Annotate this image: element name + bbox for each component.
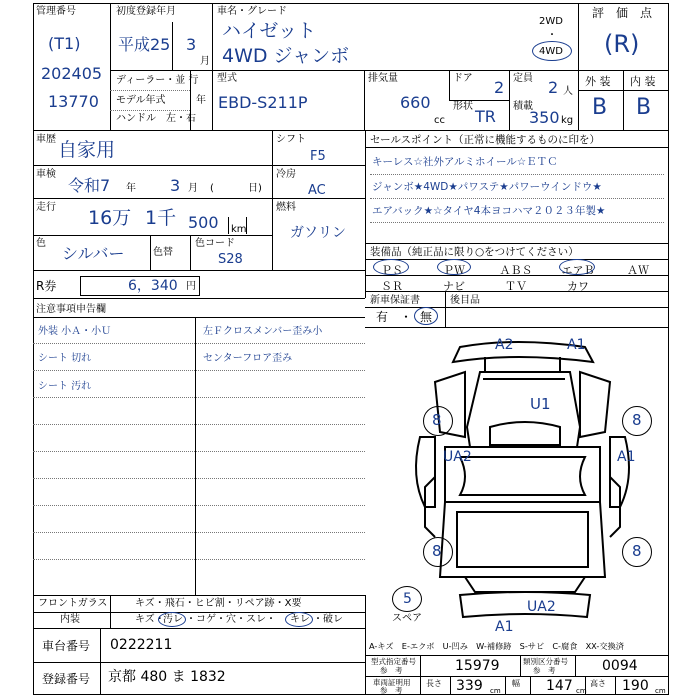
shape-label: 形状 xyxy=(453,101,473,112)
shodo-label: 初度登録年月 xyxy=(116,6,176,17)
model-label: 型式 xyxy=(217,73,237,84)
model-value: EBD-S211P xyxy=(218,93,308,112)
mark-ua2-left: UA2 xyxy=(443,449,472,465)
interior-cut-circle xyxy=(285,612,313,627)
inspection-paren-open: ( xyxy=(210,183,214,194)
len-label: 長さ xyxy=(426,679,442,688)
wid-unit: cm xyxy=(576,687,587,695)
cert-ref: 参 考 xyxy=(380,686,403,695)
ext-label: 外 装 xyxy=(585,75,611,88)
class-num-ref: 参 考 xyxy=(533,666,556,675)
warranty-none: 無 xyxy=(420,310,433,324)
spare-label: スペア xyxy=(392,613,422,624)
interior-b: 汚レ xyxy=(163,614,183,625)
warranty-label: 新車保証書 xyxy=(370,295,420,306)
color-label: 色 xyxy=(36,238,46,249)
disp-label: 排気量 xyxy=(368,73,398,84)
hgt-value: 190 xyxy=(622,678,649,694)
warranty-value: 有 ・ xyxy=(376,310,413,324)
car-grade: 4WD ジャンボ xyxy=(222,45,350,67)
int-label: 内 装 xyxy=(630,75,656,88)
equip-sr: ＳＲ xyxy=(381,280,403,293)
drive-dot: ・ xyxy=(547,30,557,41)
rating-label: 評 価 点 xyxy=(592,6,653,20)
wid-label: 幅 xyxy=(512,679,520,688)
rating-value: (R) xyxy=(604,30,640,58)
interior-stain-circle xyxy=(158,612,186,627)
inspection-paren-close: 日) xyxy=(248,183,262,194)
len-value: 339 xyxy=(456,678,483,694)
sales-line-2: ジャンボ★4WD★パワステ★パワーウインドウ★ xyxy=(372,181,602,193)
interior-c: ・コゲ・穴・スレ・ xyxy=(186,614,276,625)
mark-a1-right: A1 xyxy=(617,449,636,465)
note-3: シート 切れ xyxy=(38,353,92,364)
equip-navi: ナビ xyxy=(443,280,465,293)
interior-e: ・破レ xyxy=(313,614,343,625)
cap-unit: 人 xyxy=(563,86,573,97)
glass-label: フロントガラス xyxy=(38,598,108,609)
mileage-rest: 500 xyxy=(188,213,219,232)
equip-aw: ＡＷ xyxy=(627,264,649,277)
drive-2wd: 2WD xyxy=(539,16,563,27)
load-value: 350 xyxy=(529,108,560,127)
equip-airbag: エアＢ xyxy=(561,264,595,277)
equip-airbag-circle xyxy=(559,259,595,275)
hgt-unit: cm xyxy=(655,687,666,695)
note-4: センターフロア歪み xyxy=(203,353,293,364)
equip-abs: ＡＢＳ xyxy=(499,264,533,277)
load-unit: kg xyxy=(561,115,574,126)
shodo-month: 3 xyxy=(186,35,197,54)
mileage-man: 16万 xyxy=(88,207,132,229)
mark-tire-rr: 8 xyxy=(632,542,642,560)
chassis-value: 0222211 xyxy=(110,637,173,653)
car-name: ハイゼット xyxy=(222,20,317,42)
fuel-label: 燃料 xyxy=(276,202,296,213)
shape-value: TR xyxy=(475,107,496,126)
interior-label: 内装 xyxy=(60,614,80,625)
aircon-value: AC xyxy=(308,183,326,198)
door-label: ドア xyxy=(453,73,473,84)
color-change-label: 色替 xyxy=(153,247,173,258)
model-year-label: モデル年式 xyxy=(116,95,166,106)
drive-4wd-circle xyxy=(532,41,572,61)
mark-u1-roof: U1 xyxy=(530,395,551,413)
inspection-label: 車検 xyxy=(36,169,56,180)
class-num-value: 0094 xyxy=(602,658,638,674)
notes-label: 注意事項申告欄 xyxy=(36,304,106,315)
mark-a1-rear: A1 xyxy=(495,619,514,635)
shift-value: F5 xyxy=(310,149,326,164)
chassis-label: 車台番号 xyxy=(42,639,91,653)
inspection-era: 令和7 xyxy=(68,176,111,195)
mileage-sen: 1千 xyxy=(145,207,177,229)
mark-tire-fl: 8 xyxy=(432,411,442,429)
shodo-era: 平成25 xyxy=(118,35,171,54)
cap-value: 2 xyxy=(548,78,559,97)
reg-label: 登録番号 xyxy=(42,672,91,686)
glass-text: キズ・飛石・ヒビ割・リペア跡・X要 xyxy=(135,598,302,609)
cap-label: 定員 xyxy=(513,73,533,84)
recycle-label: R券 xyxy=(36,279,57,293)
mark-a1-front: A1 xyxy=(567,337,586,353)
aircon-label: 冷房 xyxy=(276,169,296,180)
kanri-num2: 13770 xyxy=(48,92,99,111)
recycle-unit: 円 xyxy=(186,281,196,292)
sales-line-3: エアバック★☆タイヤ4本ヨコハマ２０２３年製★ xyxy=(372,205,606,217)
drive-4wd: 4WD xyxy=(539,46,563,57)
note-1: 外装 小Ａ・小Ｕ xyxy=(38,326,112,337)
recycle-value: 6，340 xyxy=(128,278,178,294)
inspection-month: 3 xyxy=(170,176,181,195)
color-code-label: 色コード xyxy=(195,238,235,249)
mark-tire-rl: 8 xyxy=(432,542,442,560)
color-value: シルバー xyxy=(62,244,125,263)
fuel-value: ガソリン xyxy=(290,225,346,241)
type-num-ref: 参 考 xyxy=(380,666,403,675)
len-unit: cm xyxy=(490,687,501,695)
note-5: シート 汚れ xyxy=(38,381,92,392)
equip-leather: カワ xyxy=(567,280,589,293)
hgt-label: 高さ xyxy=(590,679,606,688)
mark-a2-front: A2 xyxy=(495,337,514,353)
disp-unit: cc xyxy=(434,115,445,126)
note-2: 左Ｆクロスメンバー歪み小 xyxy=(203,326,323,337)
sales-label: セールスポイント（正常に機能するものに印を） xyxy=(370,134,601,146)
equipment-label: 装備品（純正品に限り○をつけてください） xyxy=(370,246,579,258)
interior-d: キレ xyxy=(290,614,310,625)
model-year-unit: 年 xyxy=(196,95,206,106)
inspection-year-unit: 年 xyxy=(126,183,136,194)
kanri-num1: 202405 xyxy=(41,64,103,83)
wid-value: 147 xyxy=(546,678,573,694)
manual-label: 後目品 xyxy=(450,295,480,306)
disp-value: 660 xyxy=(400,93,431,112)
color-code: S28 xyxy=(218,252,243,267)
type-num-label: 型式指定番号 xyxy=(371,657,416,666)
equip-ps: ＰＳ xyxy=(381,264,403,277)
mileage-unit: km xyxy=(231,224,247,235)
type-num-value: 15979 xyxy=(455,658,500,674)
int-value: B xyxy=(636,95,652,120)
spare-value: 5 xyxy=(403,591,412,607)
dealer-label: ディーラー・並 行 xyxy=(116,75,199,86)
handle-label: ハンドル 左・右 xyxy=(116,113,196,124)
mark-ua2-rear: UA2 xyxy=(527,599,556,615)
reg-value: 京都 480 ま 1832 xyxy=(108,669,226,685)
door-value: 2 xyxy=(494,78,505,97)
cert-label: 車両証明用 xyxy=(373,678,411,687)
history-value: 自家用 xyxy=(58,139,116,161)
mark-tire-fr: 8 xyxy=(632,411,642,429)
history-label: 車歴 xyxy=(36,134,56,145)
shodo-month-unit: 月 xyxy=(200,56,210,67)
equip-tv: ＴＶ xyxy=(505,280,527,293)
equip-pw: ＰＷ xyxy=(443,264,465,277)
name-label: 車名・グレード xyxy=(217,6,287,17)
sales-line-1: キーレス☆社外アルミホイール☆ＥＴＣ xyxy=(372,156,558,168)
ext-value: B xyxy=(592,95,608,120)
equip-pw-circle xyxy=(437,259,471,275)
load-label: 積載 xyxy=(513,101,533,112)
mileage-label: 走行 xyxy=(36,202,56,213)
equip-ps-circle xyxy=(373,259,409,275)
inspection-month-unit: 月 xyxy=(188,183,198,194)
class-num-label: 類別区分番号 xyxy=(523,657,568,666)
shift-label: シフト xyxy=(276,134,306,145)
interior-a: キズ・ xyxy=(135,614,165,625)
kanri-label: 管理番号 xyxy=(36,6,76,17)
damage-legend: A-キズ E-エクボ U-凹み W-補修跡 S-サビ C-腐食 XX-交換済 xyxy=(369,641,624,651)
warranty-none-circle xyxy=(414,307,438,325)
kanri-code: (T1) xyxy=(48,34,81,53)
